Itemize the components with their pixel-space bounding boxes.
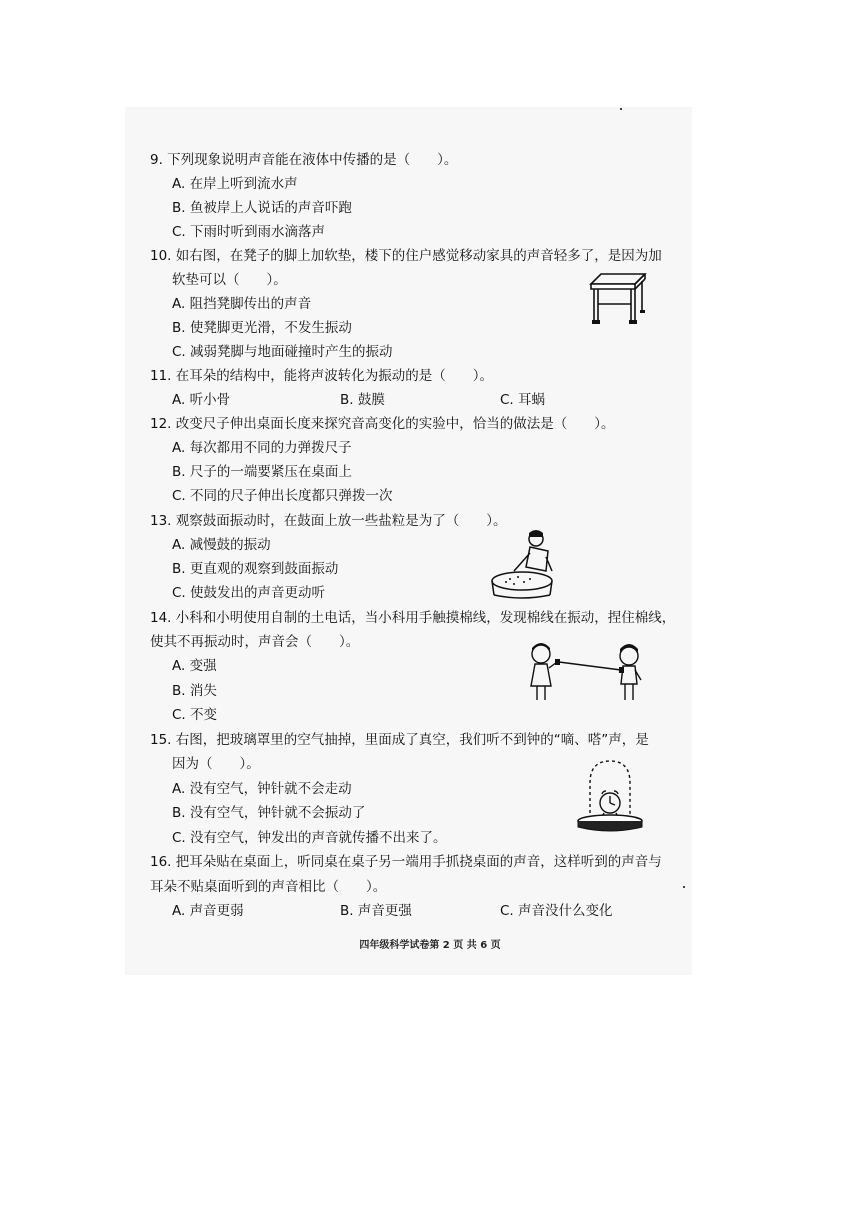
question-14-stem-line2: 使其不再振动时，声音会（ ）。	[150, 634, 360, 650]
question-10-stem-line2: 软垫可以（ ）。	[172, 272, 287, 288]
question-14-option-c: C. 不变	[172, 707, 218, 723]
scan-speck	[620, 108, 622, 110]
question-16-stem-line1: 16. 把耳朵贴在桌面上，听同桌在桌子另一端用手抓挠桌面的声音，这样听到的声音与	[150, 854, 662, 870]
question-10-option-b: B. 使凳脚更光滑，不发生振动	[172, 320, 352, 336]
question-15-stem-line2: 因为（ ）。	[172, 756, 260, 772]
question-13-option-a: A. 减慢鼓的振动	[172, 537, 271, 553]
question-10-option-c: C. 减弱凳脚与地面碰撞时产生的振动	[172, 344, 393, 360]
question-15-option-b: B. 没有空气，钟针就不会振动了	[172, 805, 366, 821]
question-11-option-c: C. 耳蜗	[500, 392, 546, 408]
question-16-option-a: A. 声音更弱	[172, 903, 244, 919]
question-13-option-c: C. 使鼓发出的声音更动听	[172, 585, 326, 601]
bell-jar-clock-figure	[576, 757, 646, 835]
question-10-stem-line1: 10. 如右图，在凳子的脚上加软垫，楼下的住户感觉移动家具的声音轻多了，是因为加	[150, 248, 662, 264]
question-11-option-b: B. 鼓膜	[340, 392, 385, 408]
scan-speck	[683, 886, 685, 888]
question-15-stem-line1: 15. 右图，把玻璃罩里的空气抽掉，里面成了真空，我们听不到钟的“嘀、嗒”声，是	[150, 732, 649, 748]
question-11-option-a: A. 听小骨	[172, 392, 231, 408]
question-12-option-c: C. 不同的尺子伸出长度都只弹拨一次	[172, 488, 393, 504]
question-16-option-c: C. 声音没什么变化	[500, 903, 613, 919]
page-footer: 四年级科学试卷第 2 页 共 6 页	[359, 940, 501, 951]
question-11-stem: 11. 在耳朵的结构中，能将声波转化为振动的是（ ）。	[150, 368, 494, 384]
question-9-option-b: B. 鱼被岸上人说话的声音吓跑	[172, 200, 352, 216]
question-15-option-a: A. 没有空气，钟针就不会走动	[172, 781, 352, 797]
question-13-option-b: B. 更直观的观察到鼓面振动	[172, 561, 339, 577]
question-15-option-c: C. 没有空气，钟发出的声音就传播不出来了。	[172, 830, 447, 846]
question-9-option-a: A. 在岸上听到流水声	[172, 176, 298, 192]
question-12-stem: 12. 改变尺子伸出桌面长度来探究音高变化的实验中，恰当的做法是（ ）。	[150, 416, 615, 432]
question-16-stem-line2: 耳朵不贴桌面听到的声音相比（ ）。	[150, 879, 387, 895]
question-14-stem-line1: 14. 小科和小明使用自制的土电话，当小科用手触摸棉线，发现棉线在振动，捏住棉线，	[150, 610, 676, 626]
question-10-option-a: A. 阻挡凳脚传出的声音	[172, 296, 312, 312]
question-9-option-c: C. 下雨时听到雨水滴落声	[172, 224, 326, 240]
stool-figure	[587, 268, 649, 330]
question-14-option-b: B. 消失	[172, 683, 217, 699]
drum-child-figure	[488, 527, 562, 599]
question-16-option-b: B. 声音更强	[340, 903, 412, 919]
question-12-option-b: B. 尺子的一端要紧压在桌面上	[172, 464, 352, 480]
question-14-option-a: A. 变强	[172, 658, 217, 674]
question-13-stem: 13. 观察鼓面振动时，在鼓面上放一些盐粒是为了（ ）。	[150, 513, 507, 529]
question-12-option-a: A. 每次都用不同的力弹拨尺子	[172, 440, 352, 456]
string-phone-figure	[525, 640, 649, 706]
question-9-stem: 9. 下列现象说明声音能在液体中传播的是（ ）。	[150, 152, 458, 168]
